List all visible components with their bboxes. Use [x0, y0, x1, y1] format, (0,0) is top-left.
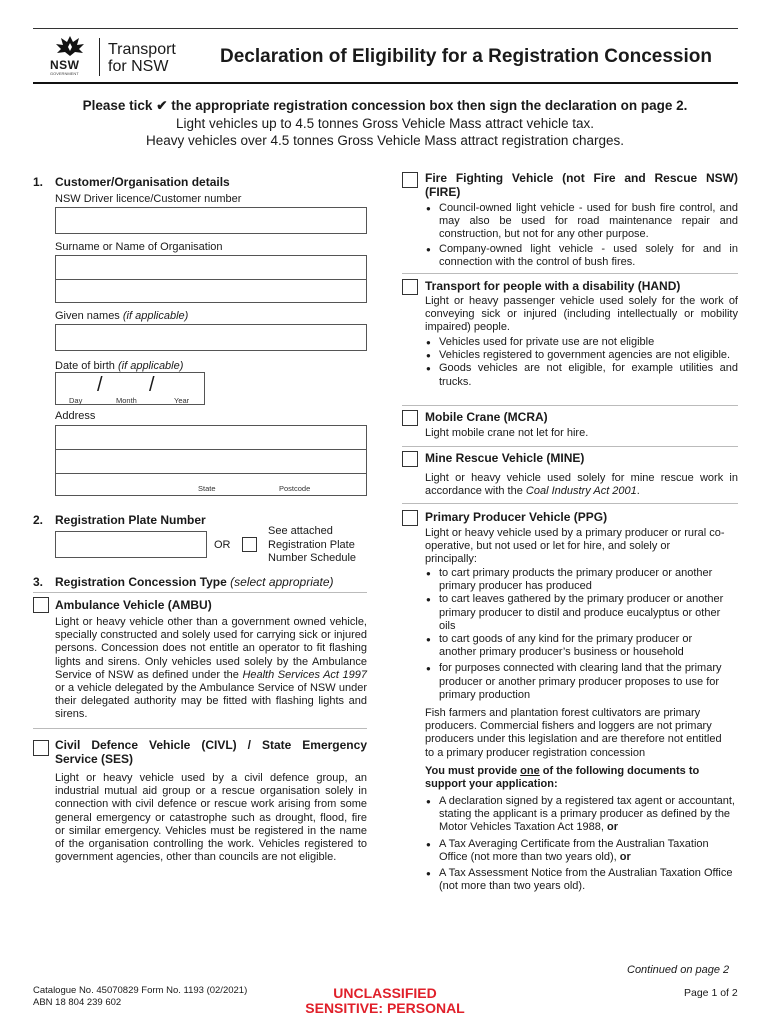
section-2-number: 2.: [33, 513, 44, 527]
divider-ppg: [402, 503, 738, 504]
address-divider-2: [55, 473, 367, 474]
ppg-bullet-list: [425, 567, 725, 702]
ppg-bullet-1: ● to cart primary products the primary producer or another primary producer has produced: [425, 567, 725, 593]
ppg-doc-2-or: or: [619, 850, 631, 863]
instruction-please-tick: Please tick: [82, 98, 153, 113]
fire-bullet-list: [425, 202, 738, 269]
mine-text-2: .: [636, 485, 640, 498]
instruction-tick-text: the appropriate registration concession box then sign the declaration on page 2.: [171, 98, 688, 113]
mine-description: [425, 472, 738, 498]
ppg-bullet-2: ● to cart leaves gathered by the primary producer or another primary producer to distil and produce eucalyptus or other oils: [425, 593, 725, 633]
ppg-docs-text-1: You must provide: [425, 765, 518, 777]
dob-separator-2: /: [149, 374, 155, 396]
hand-title: Transport for people with a disability (HAND): [425, 279, 681, 293]
page-number: Page 1 of 2: [684, 987, 738, 999]
divider-mine: [402, 446, 738, 447]
dob-separator-1: /: [97, 374, 103, 396]
section-3-heading: [55, 575, 334, 589]
ppg-doc-1: [425, 795, 738, 835]
classification-line-2: SENSITIVE: PERSONAL: [305, 1000, 465, 1016]
given-names-label-main: Given names: [55, 310, 120, 322]
catalogue-text: Catalogue No. 45070829 Form No. 1193 (02/2021): [33, 985, 248, 996]
agency-name-line1: Transport: [108, 41, 176, 58]
divider-mcra: [402, 405, 738, 406]
civil-defence-description: Light or heavy vehicle used by a civil defence group, an industrial mutual aid group or a rescue organisation solely in connection with civil defence or rescue work arising from some general emergency or catastrophe such as drought, flood, fire or similar emergency. Vehicles must be registered in the name of the organisation controlling the work. Vehicles registered to government agencies, other than councils are not eligible.: [55, 772, 367, 864]
mcra-description: Light mobile crane not let for hire.: [425, 427, 589, 439]
abn-text: ABN 18 804 239 602: [33, 997, 122, 1008]
instruction-line-1: [0, 98, 770, 114]
ambulance-text-1: Light or heavy vehicle other than a government owned vehicle, specially constructed and solely used for carrying sick or injured persons. Concession does not entitle an operator to fit flashing lights and sirens. Only vehicles used solely by the Ambulance Service of NSW as defined under the: [55, 616, 367, 681]
dob-day-label: Day: [69, 396, 83, 405]
logo-nsw-text: NSW: [50, 58, 80, 72]
agency-name-line2: for NSW: [108, 58, 169, 75]
ppg-docs-list: [425, 795, 738, 893]
dob-month-label: Month: [116, 396, 137, 405]
logo-gov-text: GOVERNMENT: [50, 71, 79, 76]
mine-checkbox[interactable]: [402, 451, 418, 467]
mine-text-1: Light or heavy vehicle used solely for mine rescue work in accordance with the: [425, 472, 738, 498]
ambulance-title: Ambulance Vehicle (AMBU): [55, 598, 212, 612]
fire-checkbox[interactable]: [402, 172, 418, 188]
classification-line-1: UNCLASSIFIED: [333, 985, 437, 1001]
see-attached-line-1: See attached: [268, 525, 333, 537]
header-rule: [33, 82, 738, 84]
ambulance-text-2: or a vehicle delegated by the Ambulance Service of NSW under their delegated authority may be fitted with flashing lights and sirens.: [55, 682, 367, 721]
licence-label: NSW Driver licence/Customer number: [55, 193, 242, 205]
section-2-heading: Registration Plate Number: [55, 513, 206, 527]
see-attached-line-3: Number Schedule: [268, 552, 357, 564]
dob-year-label: Year: [174, 396, 190, 405]
hand-description: Light or heavy passenger vehicle used solely for the work of conveying sick or injured (including intellectually or mobility impaired) people.: [425, 295, 738, 334]
logo-divider: [99, 38, 100, 76]
surname-input-divider: [55, 279, 367, 280]
ppg-title: Primary Producer Vehicle (PPG): [425, 510, 608, 524]
ambulance-checkbox[interactable]: [33, 597, 49, 613]
mcra-title: Mobile Crane (MCRA): [425, 410, 548, 424]
ppg-doc-2: [425, 838, 738, 864]
address-label: Address: [55, 410, 96, 422]
see-attached-text: [268, 525, 356, 566]
state-label: State: [198, 484, 216, 493]
ppg-doc-2-text: A Tax Averaging Certificate from the Australian Taxation Office (not more than two years old),: [439, 837, 709, 863]
dob-label: [55, 360, 183, 372]
top-rule: [33, 28, 738, 29]
fire-title: Fire Fighting Vehicle (not Fire and Rescue NSW) (FIRE): [425, 171, 738, 199]
section-3-heading-note: (select appropriate): [230, 575, 334, 589]
waratah-logo-icon: [50, 34, 90, 58]
ppg-doc-1-text: A declaration signed by a registered tax agent or accountant, stating the applicant is a primary producer as defined by the Motor Vehicles Taxation Act 1988,: [439, 795, 735, 834]
plate-or-text: OR: [214, 539, 231, 551]
postcode-label: Postcode: [279, 484, 311, 493]
ppg-docs-one: one: [520, 765, 540, 777]
tick-icon: ✔: [156, 98, 168, 113]
ppg-docs-text-2: of the following documents to support your application:: [425, 765, 700, 791]
given-names-label-note: (if applicable): [122, 310, 189, 322]
dob-label-main: Date of birth: [55, 360, 115, 372]
continued-text: Continued on page 2: [627, 964, 730, 976]
classification-label: [285, 986, 485, 1016]
page-title: Declaration of Eligibility for a Registration Concession: [220, 46, 712, 67]
dob-label-note: (if applicable): [117, 360, 184, 372]
mine-title: Mine Rescue Vehicle (MINE): [425, 451, 585, 465]
divider-ambulance: [33, 592, 367, 593]
ppg-description: Light or heavy vehicle used by a primary producer or rural co-operative, but not used or let for hire, and solely or principally:: [425, 527, 725, 566]
hand-bullet-list: [425, 336, 738, 389]
section-1-number: 1.: [33, 175, 44, 189]
hand-bullet-1: ● Vehicles used for private use are not eligible: [425, 336, 738, 349]
ppg-fishers-text: Fish farmers and plantation forest cultivators are primary producers. Commercial fishers and loggers are not primary producers under this legislation and are therefore not entitled to a primary producer registration concession: [425, 707, 722, 759]
civil-defence-title: Civil Defence Vehicle (CIVL) / State Emergency Service (SES): [55, 738, 367, 766]
divider-hand: [402, 273, 738, 274]
plate-number-input[interactable]: [55, 531, 207, 558]
divider-civil: [33, 728, 367, 729]
address-divider-1: [55, 449, 367, 450]
ppg-docs-intro: [425, 765, 730, 791]
surname-label: Surname or Name of Organisation: [55, 241, 223, 253]
section-3-number: 3.: [33, 575, 44, 589]
ppg-checkbox[interactable]: [402, 510, 418, 526]
fire-bullet-2: ● Company-owned light vehicle - used solely for and in connection with the control of bush fires.: [425, 243, 738, 269]
ppg-doc-3: ● A Tax Assessment Notice from the Australian Taxation Office (not more than two years old).: [425, 867, 738, 893]
section-1-heading: Customer/Organisation details: [55, 175, 230, 189]
licence-input[interactable]: [55, 207, 367, 234]
see-attached-checkbox[interactable]: [242, 537, 257, 552]
hand-checkbox[interactable]: [402, 279, 418, 295]
section-3-heading-main: Registration Concession Type: [55, 575, 227, 589]
ambulance-act: Health Services Act 1997: [242, 668, 367, 681]
mcra-checkbox[interactable]: [402, 410, 418, 426]
see-attached-line-2: Registration Plate: [268, 538, 355, 551]
hand-bullet-3: ● Goods vehicles are not eligible, for example utilities and trucks.: [425, 362, 738, 388]
given-names-label: [55, 310, 188, 322]
hand-bullet-2: ● Vehicles registered to government agencies are not eligible.: [425, 349, 738, 362]
ppg-bullet-3: ● to cart goods of any kind for the primary producer or another primary producer’s business or household: [425, 633, 725, 659]
fire-bullet-1: ● Council-owned light vehicle - used for bush fire control, and may also be used for road maintenance repair and construction, but not for any other purpose.: [425, 202, 738, 242]
ambulance-description: [55, 616, 367, 722]
civil-defence-checkbox[interactable]: [33, 740, 49, 756]
given-names-input[interactable]: [55, 324, 367, 351]
ppg-bullet-4: ● for purposes connected with clearing land that the primary producer or another primary producer proposes to use for primary production: [425, 662, 725, 702]
mine-act: Coal Industry Act 2001: [525, 485, 637, 498]
instruction-line-2: Light vehicles up to 4.5 tonnes Gross Vehicle Mass attract vehicle tax.: [176, 116, 594, 131]
ppg-doc-1-or: or: [606, 821, 618, 834]
instruction-line-3: Heavy vehicles over 4.5 tonnes Gross Vehicle Mass attract registration charges.: [146, 133, 624, 148]
